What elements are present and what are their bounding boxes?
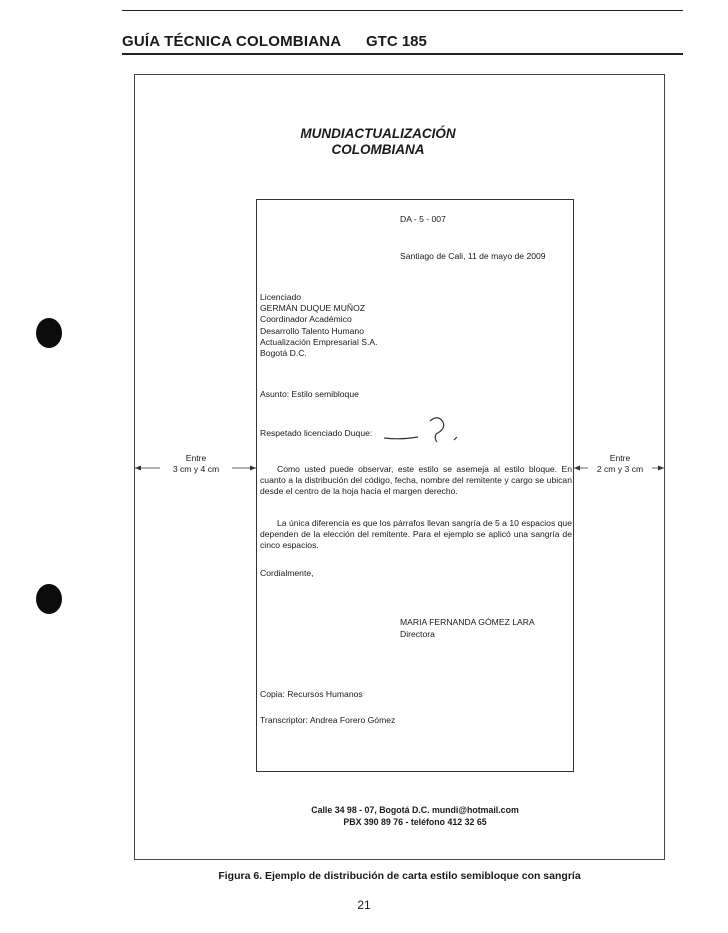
- recipient-line: Licenciado: [260, 292, 302, 302]
- place-date: Santiago de Cali, 11 de mayo de 2009: [400, 251, 546, 261]
- punch-hole-top: [36, 318, 62, 348]
- header-code: GTC 185: [366, 33, 427, 50]
- paragraph-1: Como usted puede observar, este estilo se asemeja al estilo bloque. En cuanto a la distribución del código, fecha, nombre del remitente y cargo se ubican desde el centro de la hoja hacia el margen derecho.: [260, 464, 572, 497]
- punch-hole-bottom: [36, 584, 62, 614]
- letterhead: [258, 126, 498, 158]
- right-margin-label: [588, 453, 652, 475]
- left-margin-label: [160, 453, 232, 475]
- recipient-block: [260, 292, 378, 359]
- header-title: GUÍA TÉCNICA COLOMBIANA: [122, 33, 342, 50]
- header-bottom-rule: [122, 53, 683, 55]
- left-margin-label-line2: 3 cm y 4 cm: [160, 464, 232, 475]
- signer-name: MARIA FERNANDA GÓMEZ LARA: [400, 617, 535, 627]
- footer-phone: PBX 390 89 76 - teléfono 412 32 65: [343, 816, 487, 827]
- closing: Cordialmente,: [260, 568, 314, 578]
- company-name-line2: COLOMBIANA: [331, 142, 425, 157]
- footer-address: Calle 34 98 - 07, Bogotá D.C. mundi@hotmail.com: [311, 805, 519, 815]
- recipient-line: Actualización Empresarial S.A.: [260, 336, 378, 347]
- recipient-line: Desarrollo Talento Humano: [260, 325, 364, 336]
- reference-code: DA - 5 - 007: [400, 214, 446, 224]
- copy-line: Copia: Recursos Humanos: [260, 689, 363, 699]
- greeting: Respetado licenciado Duque:: [260, 428, 373, 438]
- signer-title: Directora: [400, 629, 435, 639]
- company-name-line1: MUNDIACTUALIZACIÓN: [300, 126, 456, 141]
- left-margin-label-line1: Entre: [185, 453, 207, 463]
- handwritten-mark: [380, 412, 470, 448]
- right-margin-label-line1: Entre: [609, 453, 631, 463]
- right-margin-label-line2: 2 cm y 3 cm: [588, 464, 652, 475]
- paragraph-2: La única diferencia es que los párrafos llevan sangría de 5 a 10 espacios que dependen de la elección del remitente. Para el ejemplo se aplicó una sangría de cinco espacios.: [260, 518, 572, 551]
- recipient-line: GERMÁN DUQUE MUÑOZ: [260, 303, 366, 314]
- figure-caption: Figura 6. Ejemplo de distribución de carta estilo semibloque con sangría: [218, 870, 581, 882]
- header-top-rule: [122, 10, 683, 11]
- subject-line: Asunto: Estilo semibloque: [260, 389, 359, 399]
- page-number: 21: [357, 898, 371, 912]
- recipient-line: Bogotá D.C.: [260, 348, 307, 359]
- letterhead-footer: [256, 805, 574, 828]
- recipient-line: Coordinador Académico: [260, 314, 352, 325]
- transcriber-line: Transcriptor: Andrea Forero Gómez: [260, 715, 396, 725]
